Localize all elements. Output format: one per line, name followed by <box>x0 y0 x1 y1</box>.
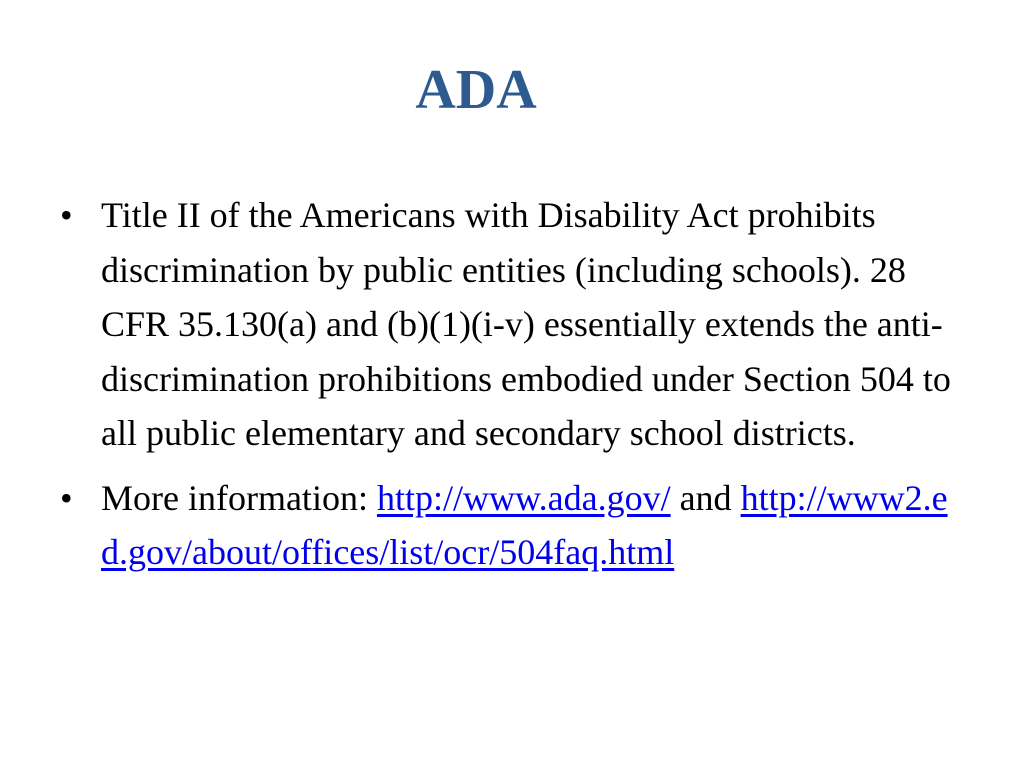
bullet-item-more-information <box>60 471 960 580</box>
bullet-icon: • <box>60 195 73 235</box>
bullet-icon: • <box>60 477 73 518</box>
bullet-list <box>60 188 960 590</box>
link-connector-text: and <box>670 477 741 518</box>
bullet-item-title-ii <box>60 188 960 461</box>
bullet-text: Title II of the Americans with Disability Act prohibits discrimination by public entities (including schools). 28 CFR 35.130(a) and (b)(1)(i-v) essentially extends the anti-discrimination prohibitions embodied under Section 504 to all public elementary and secondary school districts. <box>101 195 951 453</box>
slide-title: ADA <box>415 59 537 121</box>
ada-gov-link[interactable]: http://www.ada.gov/ <box>376 477 671 518</box>
ed-gov-504faq-link[interactable]: http://www2.ed.gov/about/offices/list/ocr/504faq.html <box>101 477 948 572</box>
more-info-label: More information: <box>101 477 377 518</box>
